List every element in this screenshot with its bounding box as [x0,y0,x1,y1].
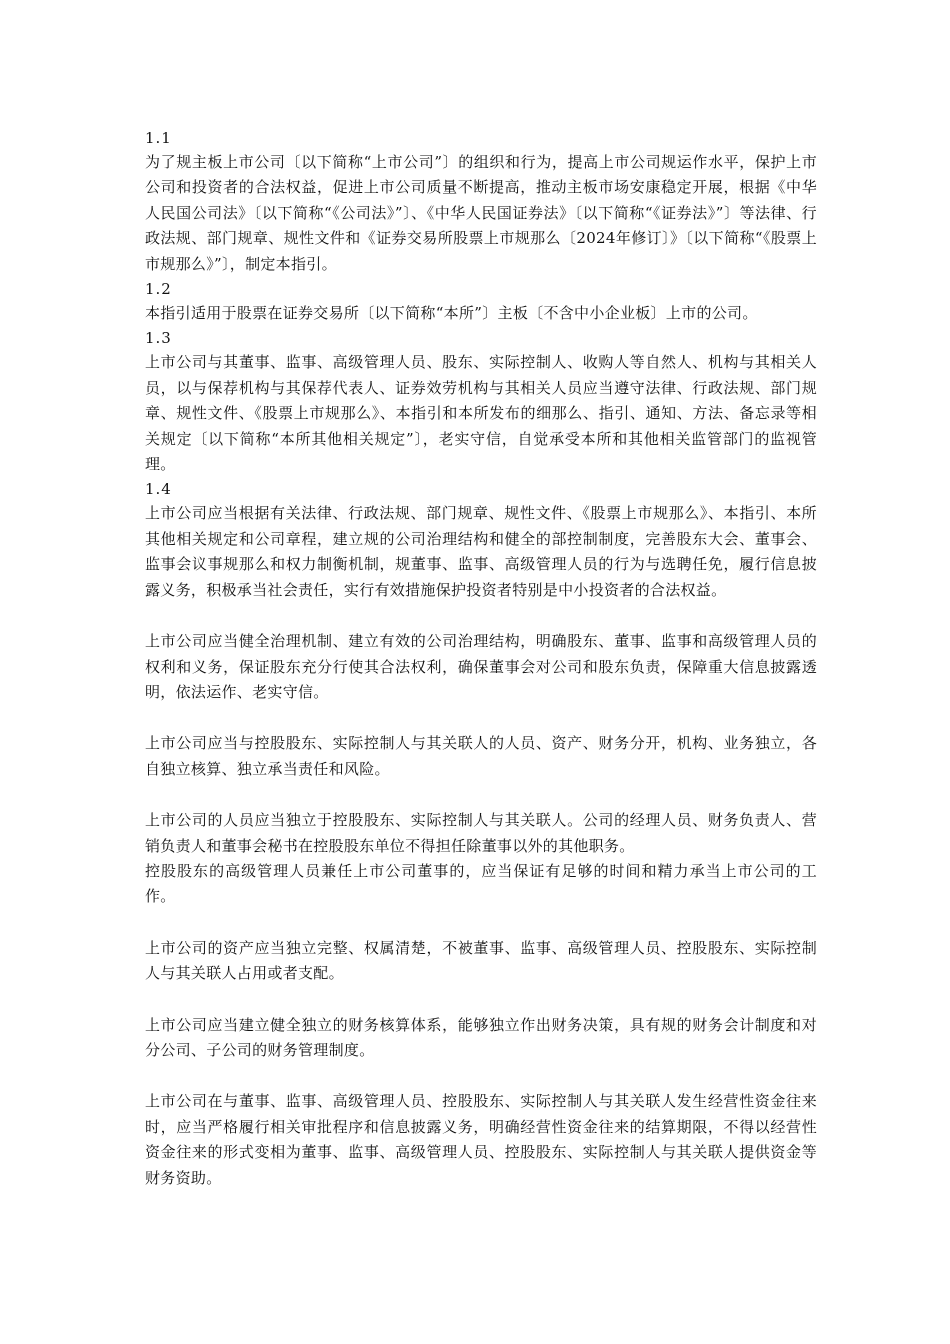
paragraph-controlling-shareholder: 控股股东的高级管理人员兼任上市公司董事的，应当保证有足够的时间和精力承当上市公司的工作。 [145,861,817,906]
paragraph-gap [145,782,817,808]
paragraph-personnel: 上市公司的人员应当独立于控股股东、实际控制人与其关联人。公司的经理人员、财务负责人、营销负责人和董事会秘书在控股股东单位不得担任除董事以外的其他职务。 [145,811,817,855]
paragraph-finance: 上市公司应当建立健全独立的财务核算体系，能够独立作出财务决策，具有规的财务会计制度和对分公司、子公司的财务管理制度。 [145,1015,817,1059]
section-number-1-3: 1.3 [145,329,172,348]
paragraph-gap [145,987,817,1013]
section-text-1-3: 上市公司与其董事、监事、高级管理人员、股东、实际控制人、收购人等自然人、机构与其相关人员，以与保荐机构与其保荐代表人、证券效劳机构与其相关人员应当遵守法律、行政法规、部门规章、规性文件、《股票上市规那么》、本指引和本所发布的细那么、指引、通知、方法、备忘录等相关规定〔以下简称“本所其他相关规定”〕，老实守信，自觉承受本所和其他相关监管部门的监视管理。 [145,353,817,474]
section-text-1-1: 为了规主板上市公司〔以下简称“上市公司”〕的组织和行为，提高上市公司规运作水平，保护上市公司和投资者的合法权益，促进上市公司质量不断提高，推动主板市场安康稳定开展，根据《中华人民国公司法》〔以下简称“《公司法》”〕、《中华人民国证券法》〔以下简称“《证券法》”〕等法律、行政法规、部门规章、规性文件和《证券交易所股票上市规那么〔2024年修订〕》〔以下简称“《股票上市规那么》”〕，制定本指引。 [145,153,817,273]
paragraph-assets: 上市公司的资产应当独立完整、权属清楚，不被董事、监事、高级管理人员、控股股东、实际控制人与其关联人占用或者支配。 [145,938,817,983]
paragraph-gap [145,603,817,629]
section-number-1-4: 1.4 [145,480,172,499]
paragraph-fund-transactions: 上市公司在与董事、监事、高级管理人员、控股股东、实际控制人与其关联人发生经营性资金往来时，应当严格履行相关审批程序和信息披露义务，明确经营性资金往来的结算期限，不得以经营性资金往来的形式变相为董事、监事、高级管理人员、控股股东、实际控制人与其关联人提供资金等财务资助。 [145,1092,817,1187]
document-body [145,126,817,1191]
paragraph-independence: 上市公司应当与控股股东、实际控制人与其关联人的人员、资产、财务分开，机构、业务独立，各自独立核算、独立承当责任和风险。 [145,734,817,778]
paragraph-governance: 上市公司应当健全治理机制、建立有效的公司治理结构，明确股东、董事、监事和高级管理人员的权利和义务，保证股东充分行使其合法权利，确保董事会对公司和股东负责，保障重大信息披露透明，依法运作、老实守信。 [145,632,817,701]
section-text-1-2: 本指引适用于股票在证券交易所〔以下简称“本所”〕主板〔不含中小企业板〕上市的公司。 [145,304,758,323]
paragraph-gap [145,910,817,936]
paragraph-gap [145,1063,817,1089]
paragraph-gap [145,705,817,731]
section-text-1-4: 上市公司应当根据有关法律、行政法规、部门规章、规性文件、《股票上市规那么》、本指引、本所其他相关规定和公司章程，建立规的公司治理结构和健全的部控制制度，完善股东大会、董事会、监事会议事规那么和权力制衡机制，规董事、监事、高级管理人员的行为与选聘任免，履行信息披露义务，积极承当社会责任，实行有效措施保护投资者特别是中小投资者的合法权益。 [145,504,817,599]
section-number-1-1: 1.1 [145,129,172,147]
section-number-1-2: 1.2 [145,280,172,299]
